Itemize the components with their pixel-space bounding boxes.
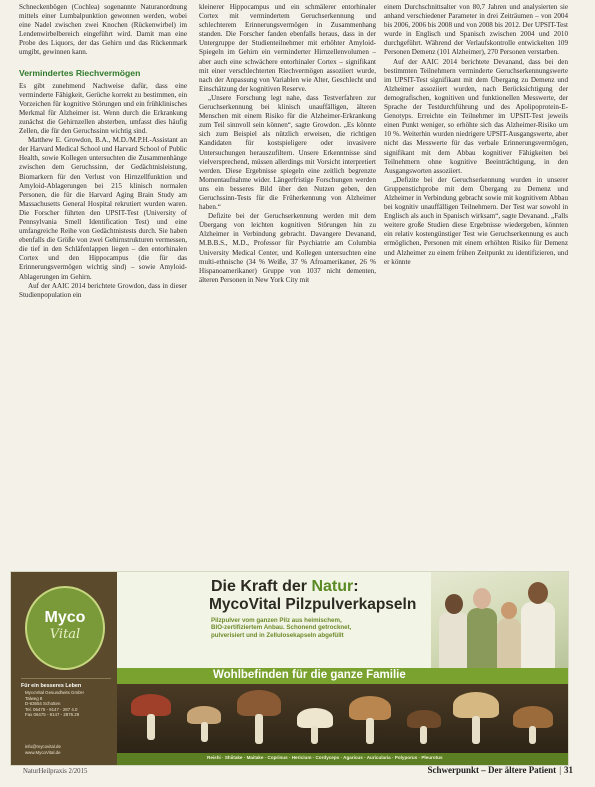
- banner-text: Wohlbefinden für die ganze Familie: [213, 669, 406, 681]
- address-line: MycoVital Gesundheits GmbH: [25, 690, 84, 695]
- address-line: Fax 06475 - 9147 - 2876.29: [25, 712, 80, 718]
- ad-subtitle: [211, 617, 431, 639]
- ad-bottom-strip: [117, 753, 568, 765]
- logo-text: Myco: [44, 609, 86, 626]
- paragraph: „Unsere Forschung legt nahe, dass Testverfahren zur Geruchserkennung bei klinisch unauffälligen, älteren Menschen mit einem Risiko für die Alzheimer-Erkrankung zum Teil sinnvoll sein können“, sagte Growdon. „Es könnte sich zum Beispiel als nützlich erweisen, die richtigen Kandidaten für kostspieligere oder invasivere Untersuchungen herauszufiltern. Unsere Erkenntnisse sind vielversprechend, müssen allerdings mit Vorsicht interpretiert werden. Diese Ergebnisse spiegeln eine zeitlich begrenzte Momentaufnahme wider. Längerfristige Forschungen werden uns ein besseres Bild über den Nutzen geben, den Geruchssinn-Tests für die Früherkennung von Alzheimer haben.“: [199, 93, 376, 212]
- mushroom-list: Reishi · Shiitake · Maitake · Coprinus · Hericium · Cordyceps · Agaricus · Auricularia · Polyporus · Pleurotus: [207, 755, 443, 760]
- ad-address: [25, 690, 113, 718]
- headline-text: :: [353, 578, 359, 595]
- ad-website: www.MycoVital.de: [25, 749, 61, 755]
- paragraph: Schneckenbögen (Cochlea) sogenannte Naturanordnung mittels einer Lumbalpunktion gewonnen werden, wobei eine Nadel zwischen zwei Knochen (Rückenwirbel) im Lendenwirbelbereich eingeführt wird. Damit man eine Probe des Liquors, der das Gehirn und das Rückenmark umgibt, gewinnen kann.: [19, 3, 187, 57]
- subtitle-line: Pilzpulver vom ganzen Pilz aus heimischem,: [211, 617, 342, 624]
- headline-text: Die Kraft der: [211, 578, 312, 595]
- headline-accent: Natur: [311, 578, 354, 595]
- ad-slogan: Für ein besseres Leben: [21, 678, 111, 689]
- ad-contact: [25, 744, 113, 755]
- mycovital-logo: [25, 586, 105, 670]
- paragraph: Auf der AAIC 2014 berichtete Devanand, dass bei den bestimmten Teilnehmern verminderte Geruchserkennungswerte im UPSIT-Test signifikant mit dem Übergang zu Demenz und Alzheimer assoziiert wurden, nach Berücksichtigung der demografischen, kognitiven und funktionellen Messwerte, der Sprache der Testdurchführung und des Apolipoprotein-E-Genotyps. Erreichte ein Teilnehmer im UPSIT-Test jeweils einen Punkt weniger, so erhöhte sich das Alzheimer-Risiko um 10 %. Weiterhin wurden niedrigere UPSIT-Ausgangswerte, aber nicht das Messwerte für das verbale Erinnerungsvermögen, signifikant mit dem Abbau kognitiver Fähigkeiten bei Teilnehmern ohne kognitive Beeinträchtigung, in den Ausgangsworten assoziiert.: [384, 57, 568, 175]
- page-number: 31: [564, 765, 573, 775]
- article-column-1: [19, 3, 187, 300]
- paragraph: Defizite bei der Geruchserkennung werden mit dem Übergang von leichten kognitiven Störungen hin zu Alzheimer in Verbindung gebracht. Davangere Devanand, M.B.B.S., M.D., Professor für Psychiatrie am Columbia University Medical Center, und Kollegen untersuchten eine multi-ethnische (34 % Weiße, 37 % Afroamerikaner, 26 % Hispanoamerikaner) Gruppe von 1037 nicht dementen, älteren Personen in New York City mit: [199, 212, 376, 284]
- section-title: Schwerpunkt – Der ältere Patient: [427, 765, 557, 775]
- logo-text: Vital: [49, 627, 81, 642]
- ad-brand-panel: [11, 572, 117, 765]
- article-column-2: [199, 3, 376, 285]
- article-column-3: [384, 3, 568, 267]
- family-photo: [431, 572, 568, 668]
- paragraph: Es gibt zunehmend Nachweise dafür, dass eine verminderte Fähigkeit, Gerüche korrekt zu bestimmen, ein Vorzeichen für kognitive Störungen und ein frühklinisches Merkmal für Alzheimer ist. Wenn durch die Erkrankung zunächst die Gehirnzellen absterben, umfasst dies häufig Zellen, die für den Geruchssinn wichtig sind.: [19, 81, 187, 136]
- paragraph: kleinerer Hippocampus und ein schmälerer entorhinaler Cortex mit vermindertem Geruchserkennung und schlechterem Erinnerungsvermögen in Zusammenhang standen. Die Forscher fanden ebenfalls heraus, dass in der Untergruppe der Studienteilnehmer mit erhöhter Amyloid-Spiegeln im Gehirn ein verminderter Hirnzellenvolumen – aber auch eine schwächere entorhinaler Cortex – signifikant mit einer verschlechterten Riechvermögen assoziiert wurde, nach der Anpassung von Variablen wie Alter, Geschlecht und Einschätzung der kognitiven Reserve.: [199, 3, 376, 93]
- mycovital-advertisement: [10, 571, 569, 766]
- paragraph: Auf der AAIC 2014 berichtete Growdon, dass in dieser Studienpopulation ein: [19, 281, 187, 299]
- mushroom-photo: [117, 684, 568, 753]
- address-line: Tel. 06475 - 9147 - 287 4.0: [25, 706, 78, 712]
- address-line: D-63654 Schotten: [25, 701, 61, 707]
- ad-email: info@mycovital.de: [25, 744, 61, 749]
- footer-section: Schwerpunkt – Der ältere Patient | 31: [427, 765, 573, 775]
- ad-headline: [211, 578, 359, 596]
- subtitle-line: pulverisiert und in Zellulosekapseln abgefüllt: [211, 631, 344, 639]
- ad-product-name: MycoVital Pilzpulverkapseln: [209, 596, 417, 613]
- ad-banner: [117, 668, 568, 684]
- footer-publication: NaturHeilpraxis 2/2015: [23, 768, 88, 775]
- paragraph: „Defizite bei der Geruchserkennung wurden in unserer Gruppenstichprobe mit dem Übergang zu Demenz und Alzheimer in Verbindung gebracht sowie mit kognitivem Abbau bei kognitiv unauffälligen Teilnehmern. Der Test war sowohl in Englisch als auch in Spanisch wirksam“, sagte Devanand. „Falls weitere große Studien diese Ergebnisse wiedergeben, könnten ein relativ kostengünstiger Test wie Geruchserkennung es auch ermöglichen, Personen mit einem erhöhten Risiko für Demenz und Alzheimer zu einem frühen Zeitpunkt zu identifizieren, und er könnte: [384, 175, 568, 266]
- paragraph: Matthew E. Growdon, B.A., M.D./M.P.H.-Assistant an der Harvard Medical School und Harvard School of Public Health, sowie Kollegen untersuchten die Zusammenhänge zwischen dem Geruchssinn, der Gedächtnisleistung, Biomarkern für den Verlust von Hirnzellfunktion und Amyloid-Ablagerungen bei 215 klinisch normalen Personen, die für die Harvard Aging Brain Study am Massachusetts General Hospital rekrutiert wurden waren. Die Forscher führten den UPSIT-Test (University of Pennsylvania Smell Identification Test) und eine umfangreiche Reihe von Gedächtnistests durch. Sie haben ebenfalls die Größe von zwei Gehirnstrukturen vermessen, die tief in den Schläfenlappen liegen – den entorhinalen Cortex und den Hippocampus (die für das Erinnerungsvermögen wichtig sind) – sowie Amyloid-Ablagerungen im Gehirn.: [19, 136, 187, 281]
- address-line: Talweg 8: [25, 695, 43, 701]
- paragraph: einem Durchschnittsalter von 80,7 Jahren und analysierten sie anhand verschiedener Parameter in drei Zeiträumen – von 2004 bis 2006, 2006 bis 2008 und von 2008 bis 2012. Der UPSIT-Test wurde in Englisch und Spanisch zwischen 2004 und 2010 durchgeführt. Während der Verlaufskontrolle entwickelten 109 Personen Demenz (101 Alzheimer), 270 Personen verstarben.: [384, 3, 568, 57]
- section-heading: Vermindertes Riechvermögen: [19, 67, 141, 78]
- subtitle-line: BIO-zertifiziertem Anbau. Schonend getrocknet,: [211, 624, 352, 632]
